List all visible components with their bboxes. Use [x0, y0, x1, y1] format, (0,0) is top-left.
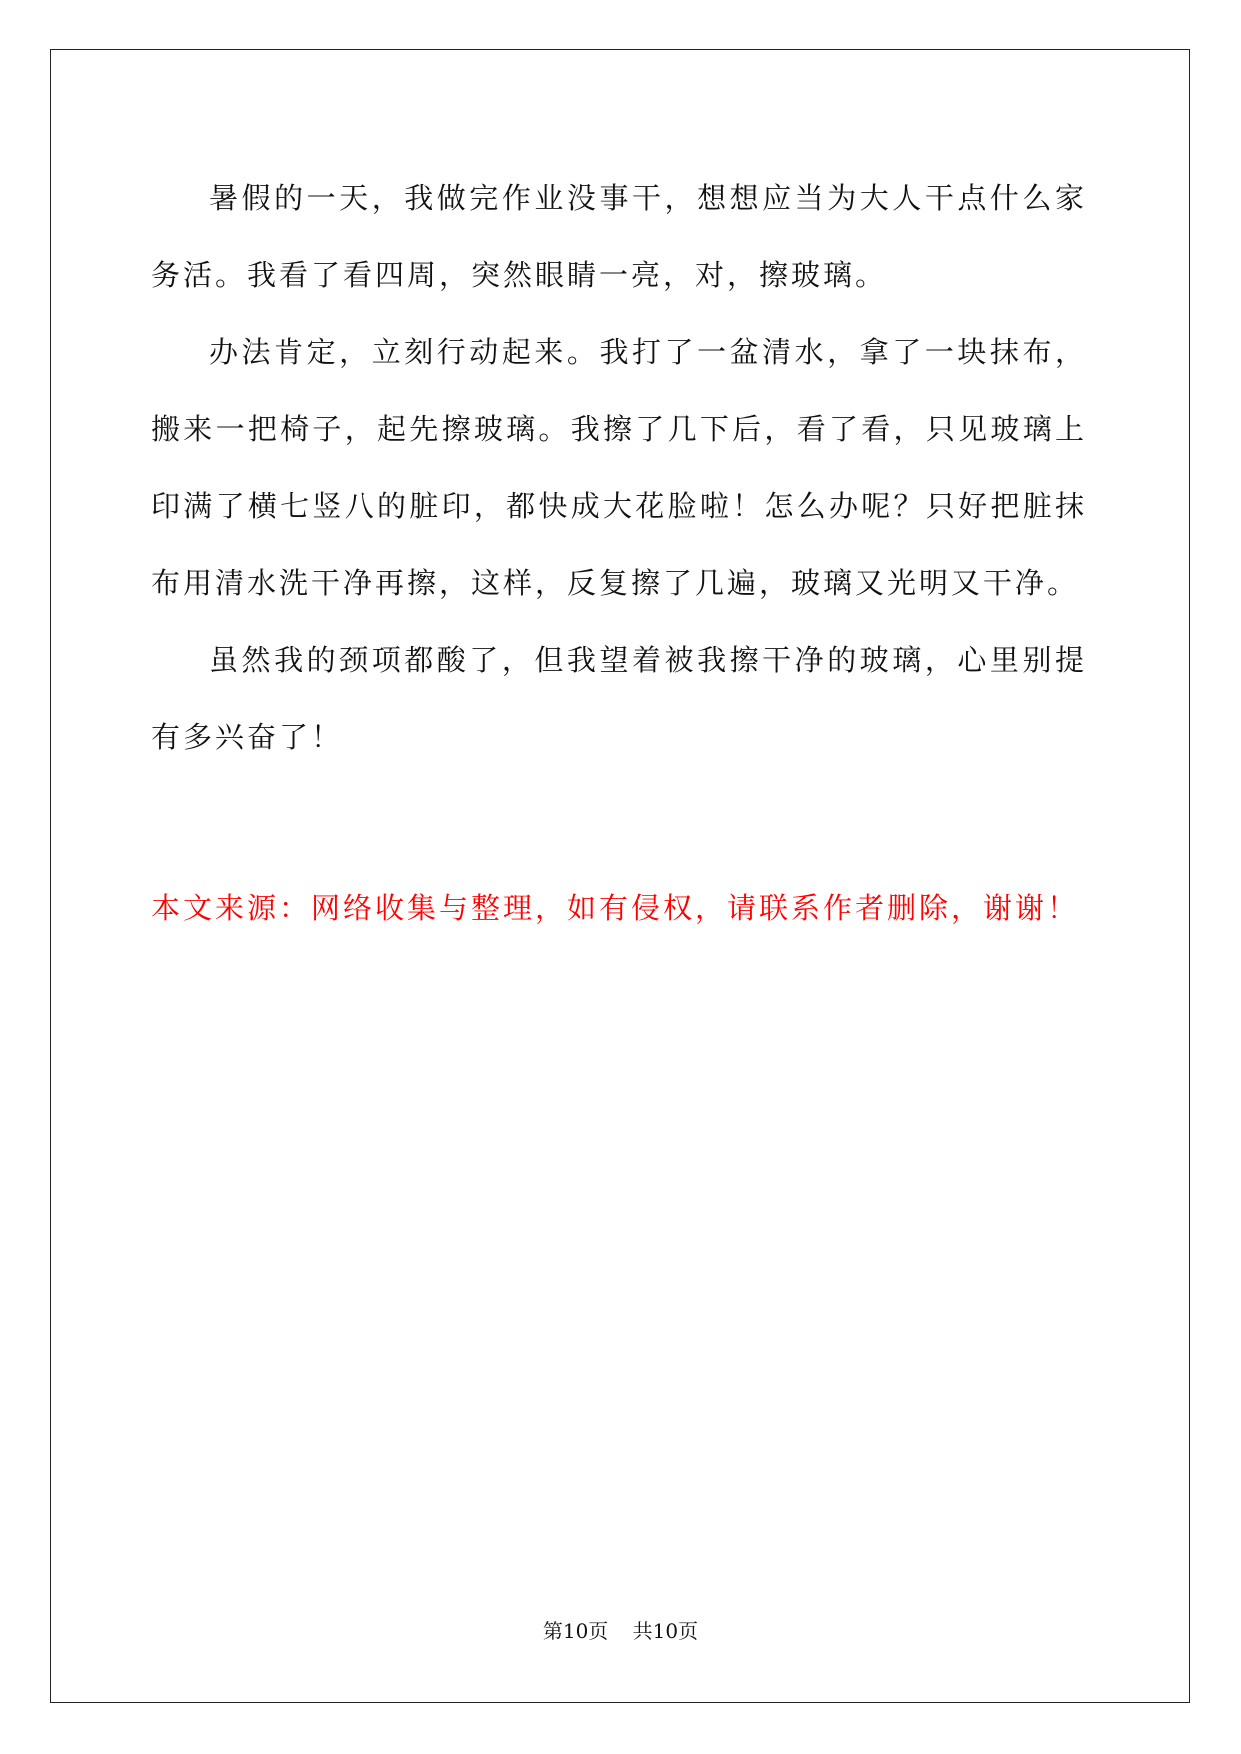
source-disclaimer: 本文来源：网络收集与整理，如有侵权，请联系作者删除，谢谢！ [151, 891, 1080, 925]
document-body [151, 160, 1087, 776]
paragraph-1: 暑假的一天，我做完作业没事干，想想应当为大人干点什么家务活。我看了看四周，突然眼睛一亮，对，擦玻璃。 [151, 181, 1087, 292]
paragraph-2: 办法肯定，立刻行动起来。我打了一盆清水，拿了一块抹布，搬来一把椅子，起先擦玻璃。我擦了几下后，看了看，只见玻璃上印满了横七竖八的脏印，都快成大花脸啦！怎么办呢？只好把脏抹布用清水洗干净再擦，这样，反复擦了几遍，玻璃又光明又干净。 [151, 335, 1087, 600]
page-footer [0, 1615, 1241, 1644]
page-total: 共10页 [632, 1619, 699, 1643]
paragraph-3: 虽然我的颈项都酸了，但我望着被我擦干净的玻璃，心里别提有多兴奋了！ [151, 643, 1087, 754]
page-number: 第10页 [542, 1619, 609, 1643]
